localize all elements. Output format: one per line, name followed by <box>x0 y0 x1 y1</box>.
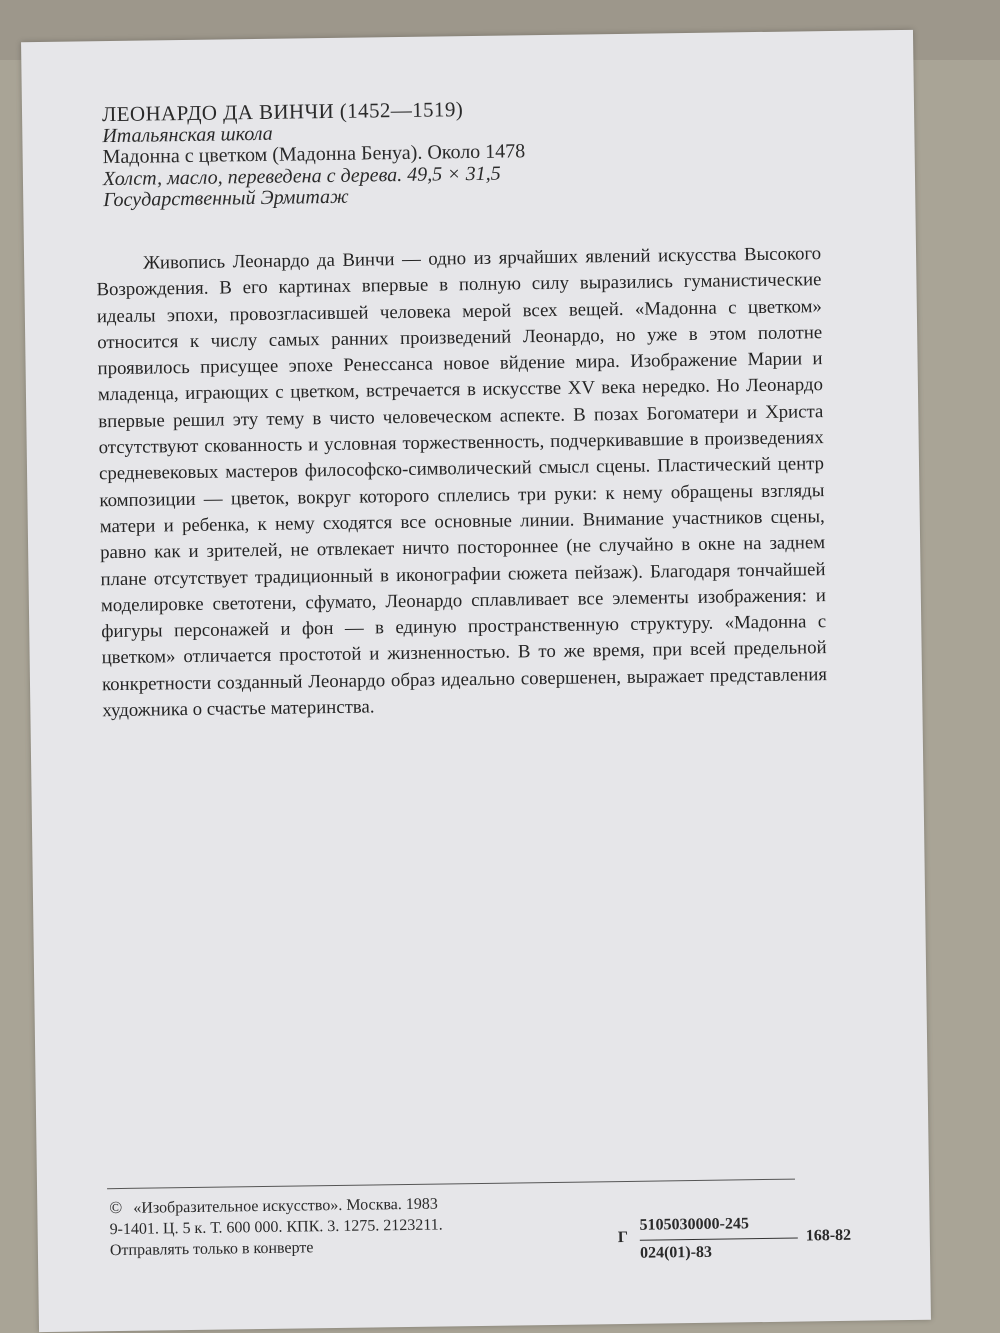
print-info: 9-1401. Ц. 5 к. Т. 600 000. КПК. 3. 1275. 2123211. <box>109 1216 443 1239</box>
copyright-icon: © <box>109 1197 123 1218</box>
postcard-back <box>21 30 931 1332</box>
mailing-note: Отправлять только в конверте <box>109 1239 314 1260</box>
medium-dimensions: Холст, масло, переведена с дерева. 49,5 × 31,5 <box>102 162 501 190</box>
museum-label: Государственный Эрмитаж <box>103 185 349 212</box>
artwork-caption <box>102 94 803 211</box>
code-numerator: 5105030000-245 <box>639 1215 750 1234</box>
publisher-text: «Изобразительное искусство». Москва. 1983 <box>133 1195 438 1217</box>
school-label: Итальянская школа <box>102 122 273 147</box>
code-denominator: 024(01)-83 <box>639 1243 713 1262</box>
description-paragraph: Живопись Леонардо да Винчи — одно из ярчайших явлений искусства Высокого Возрождения. В его картинах впервые в полную силу выразились гуманистические идеалы эпохи, провозгласившей человека мерой всех вещей. «Мадонна с цветком» относится к числу самых ранних произведений Леонардо, но уже в этом полотне проявилось присущее эпохе Ренессанса новое вйдение мира. Изображение Марии и младенца, играющих с цветком, встречается в искусстве XV века нередко. Но Леонардо впервые решил эту тему в чисто человеческом аспекте. В позах Богоматери и Христа отсутствуют скованность и условная торжественность, подчеркивавшие в произведениях средневековых мастеров философско-символический смысл сцены. Пластический центр композиции — цветок, вокруг которого сплелись три руки: к нему обращены взгляды матери и ребенка, к нему сходятся все основные линии. Внимание участников сцены, равно как и зрителей, не отвлекает ничто постороннее (не случайно в окне на заднем плане отсутствует традиционный в иконографии сюжета пейзаж). Благодаря тончайшей моделировке светотени, сфумато, Леонардо сплавливает все элементы изображения: и фигуры персонажей и фон — в единую пространственную структуру. «Мадонна с цветком» отличается простотой и жизненностью. В то же время, при всей предельной конкретности созданный Леонардо образ идеально совершенен, выражает представления художника о счастье материнства. <box>96 243 828 722</box>
description-text <box>96 241 828 724</box>
artist-title: ЛЕОНАРДО ДА ВИНЧИ (1452—1519) <box>101 97 464 127</box>
code-fraction-bar <box>640 1238 798 1241</box>
code-suffix: 168-82 <box>805 1226 852 1245</box>
footer-divider <box>107 1179 795 1190</box>
code-letter: Г <box>617 1228 629 1247</box>
publication-info <box>109 1193 443 1262</box>
painting-title: Мадонна с цветком (Мадонна Бенуа). Около 1478 <box>102 140 526 169</box>
